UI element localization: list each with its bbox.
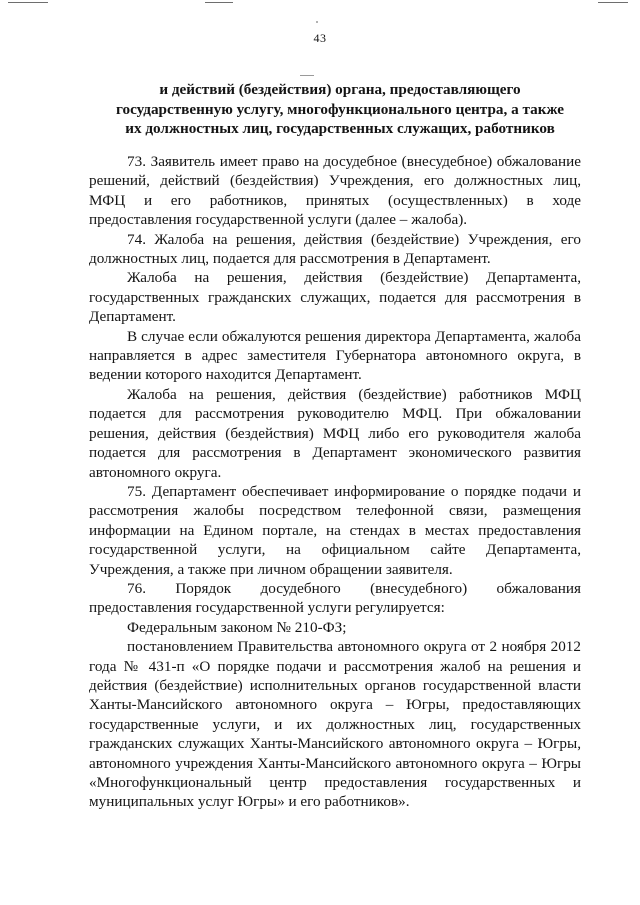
- text-line: года № 431-п «О порядке подачи и рассмотрения жалоб на решения и: [89, 657, 581, 675]
- paragraph-director-complaint: [89, 327, 581, 385]
- text-line: рассмотрения жалобы посредством телефонной связи, размещения: [89, 502, 581, 520]
- text-line: 75. Департамент обеспечивает информирование о порядке подачи и: [127, 482, 581, 500]
- paragraph-73: [89, 152, 581, 230]
- paragraph-76: [89, 579, 581, 618]
- text-line: подается для рассмотрения руководителю МФЦ. При обжаловании: [89, 405, 581, 423]
- paragraph-department-complaint: [89, 268, 581, 326]
- text-line: Ханты-Мансийского автономного округа – Югры, предоставляющих: [89, 696, 581, 714]
- paragraph-government-decree: [89, 637, 581, 812]
- text-line: Департамент.: [89, 308, 176, 326]
- text-line: 74. Жалоба на решения, действия (бездействие) Учреждения, его: [127, 230, 581, 248]
- text-line: действия (бездействие) исполнительных органов государственной власти: [89, 676, 581, 694]
- text-line: Жалоба на решения, действия (бездействие) работников МФЦ: [127, 385, 581, 403]
- paragraph-mfc-complaint: [89, 385, 581, 482]
- heading-line: их должностных лиц, государственных служащих, работников: [125, 120, 555, 137]
- heading-line: и действий (бездействия) органа, предоставляющего: [159, 81, 521, 98]
- page-number: 43: [313, 31, 327, 45]
- section-heading: [90, 80, 590, 139]
- text-line: государственной услуги, на официальном сайте Департамента,: [89, 541, 581, 559]
- text-line: государственные услуги, и их должностных лиц, государственных: [89, 715, 581, 733]
- text-line: Учреждения, а также при личном обращении заявителя.: [89, 560, 453, 578]
- heading-line: государственную услугу, многофункционального центра, а также: [115, 100, 565, 118]
- text-line: решения, действия (бездействия) МФЦ либо его руководителя жалоба: [89, 424, 581, 442]
- text-line: 76. Порядок досудебного (внесудебного) обжалования: [127, 579, 581, 597]
- scan-mark: [8, 2, 48, 3]
- text-line: В случае если обжалуются решения директора Департамента, жалоба: [127, 327, 581, 345]
- text-line: государственных гражданских служащих, подается для рассмотрения в: [89, 288, 581, 306]
- text-line: решений, действий (бездействия) Учреждения, его должностных лиц,: [89, 172, 581, 190]
- text-line: ведении которого находится Департамент.: [89, 366, 362, 384]
- document-body: [89, 152, 581, 812]
- text-line: направляется в адрес заместителя Губернатора автономного округа, в: [89, 347, 581, 365]
- scan-speck: [300, 75, 314, 76]
- text-line: автономного округа.: [89, 463, 222, 481]
- scan-mark: [205, 2, 233, 3]
- paragraph-74: [89, 230, 581, 269]
- text-line: информации на Едином портале, на стендах в местах предоставления: [89, 521, 581, 539]
- text-line: гражданских служащих Ханты-Мансийского автономного округа – Югры,: [89, 735, 581, 753]
- scan-mark: [598, 2, 628, 3]
- text-line: муниципальных услуг Югры» и его работников».: [89, 793, 410, 811]
- text-line: предоставления государственной услуги (далее – жалоба).: [89, 211, 468, 229]
- text-line: МФЦ и его работников, принятых (осуществленных) в ходе: [89, 191, 581, 209]
- text-line: Жалоба на решения, действия (бездействие) Департамента,: [127, 269, 581, 287]
- text-line: предоставления государственной услуги регулируется:: [89, 599, 445, 617]
- text-line: постановлением Правительства автономного округа от 2 ноября 2012: [127, 638, 581, 656]
- scan-border-artifacts: [0, 0, 640, 6]
- text-line: должностных лиц, подается для рассмотрения в Департамент.: [89, 250, 491, 268]
- scan-speck: [316, 21, 318, 23]
- text-line: «Многофункциональный центр предоставления государственных и: [89, 774, 581, 791]
- paragraph-75: [89, 482, 581, 579]
- text-line: Федеральным законом № 210-ФЗ;: [127, 618, 347, 636]
- paragraph-federal-law: [89, 618, 581, 637]
- text-line: автономного учреждения Ханты-Мансийского автономного округа – Югры: [89, 754, 581, 772]
- text-line: подается для рассмотрения в Департамент экономического развития: [89, 444, 581, 462]
- text-line: 73. Заявитель имеет право на досудебное (внесудебное) обжалование: [127, 153, 581, 170]
